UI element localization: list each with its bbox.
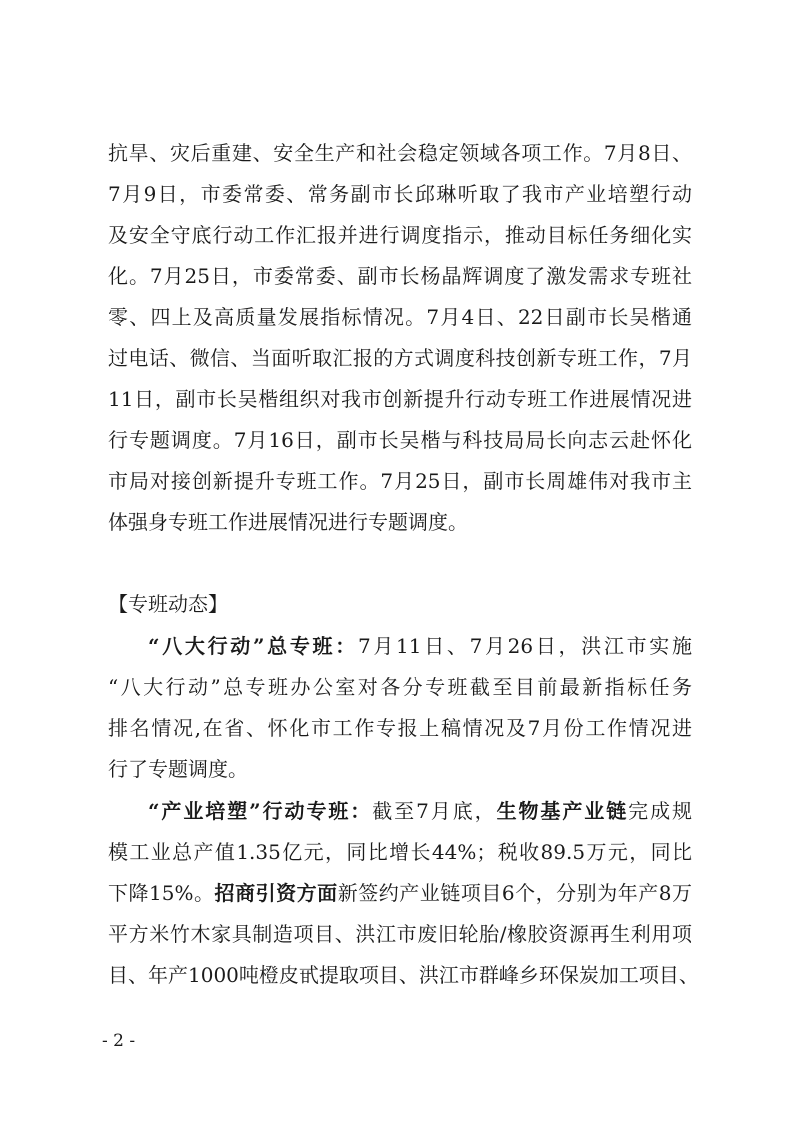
paragraph-2-line-1 bbox=[148, 633, 692, 659]
paragraph-1-line-7: 11日，副市长吴楷组织对我市创新提升行动专班工作进展情况进 bbox=[108, 387, 692, 411]
paragraph-3-line-5: 目、年产1000吨橙皮甙提取项目、洪江市群峰乡环保炭加工项目、 bbox=[108, 963, 699, 987]
page-number: - 2 - bbox=[102, 1031, 136, 1051]
section-heading: 【专班动态】 bbox=[108, 592, 228, 616]
paragraph-2-line-3: 排名情况,在省、怀化市工作专报上稿情况及7月份工作情况进 bbox=[108, 716, 692, 740]
paragraph-2-lead: “八大行动”总专班： bbox=[148, 634, 358, 658]
paragraph-2-line-1-text: 7月11日、7月26日，洪江市实施 bbox=[357, 634, 692, 658]
paragraph-3-line-4: 平方米竹木家具制造项目、洪江市废旧轮胎/橡胶资源再生利用项 bbox=[108, 922, 692, 946]
paragraph-1-line-8: 行专题调度。7月16日，副市长吴楷与科技局局长向志云赴怀化 bbox=[108, 428, 692, 452]
paragraph-1-line-6: 过电话、微信、当面听取汇报的方式调度科技创新专班工作，7月 bbox=[108, 346, 692, 370]
paragraph-3-line-3-start: 下降15%。 bbox=[108, 881, 215, 905]
paragraph-3-line-1 bbox=[148, 798, 692, 824]
paragraph-1-line-9: 市局对接创新提升专班工作。7月25日，副市长周雄伟对我市主 bbox=[108, 469, 692, 493]
paragraph-3-line-1-mid: 截至7月底， bbox=[372, 799, 497, 823]
paragraph-3-lead: “产业培塑”行动专班： bbox=[148, 799, 373, 823]
paragraph-1-line-10: 体强身专班工作进展情况进行专题调度。 bbox=[108, 510, 468, 534]
paragraph-1-line-2: 7月9日，市委常委、常务副市长邱琳听取了我市产业培塑行动 bbox=[108, 182, 692, 206]
paragraph-3-line-1-end: 完成规 bbox=[628, 799, 693, 823]
paragraph-2-line-4: 行了专题调度。 bbox=[108, 757, 248, 781]
paragraph-3-line-3-end: 新签约产业链项目6个，分别为年产8万 bbox=[337, 881, 693, 905]
paragraph-3-line-3 bbox=[108, 880, 692, 906]
paragraph-2-line-2: “八大行动”总专班办公室对各分专班截至目前最新指标任务 bbox=[108, 675, 692, 699]
paragraph-3-line-2: 模工业总产值1.35亿元，同比增长44%；税收89.5万元，同比 bbox=[108, 840, 692, 864]
paragraph-1-line-5: 零、四上及高质量发展指标情况。7月4日、22日副市长吴楷通 bbox=[108, 305, 692, 329]
investment-attraction-label: 招商引资方面 bbox=[214, 881, 338, 905]
biobased-industry-chain-label: 生物基产业链 bbox=[496, 799, 629, 823]
paragraph-1-line-3: 及安全守底行动工作汇报并进行调度指示，推动目标任务细化实 bbox=[108, 223, 692, 247]
paragraph-1-line-1: 抗旱、灾后重建、安全生产和社会稳定领域各项工作。7月8日、 bbox=[108, 141, 692, 165]
paragraph-1-line-4: 化。7月25日，市委常委、副市长杨晶辉调度了激发需求专班社 bbox=[108, 264, 692, 288]
